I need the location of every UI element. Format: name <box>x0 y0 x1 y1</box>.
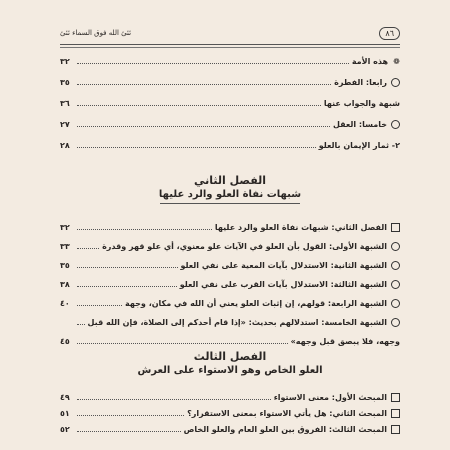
toc-leader-dots <box>77 248 99 249</box>
square-icon <box>391 409 400 418</box>
toc-leader-dots <box>77 147 316 148</box>
toc-page-number: ٢٨ <box>60 140 70 150</box>
toc-entry[interactable] <box>60 390 400 404</box>
square-icon <box>391 393 400 402</box>
toc-leader-dots <box>77 431 181 432</box>
toc-leader-dots <box>77 343 288 344</box>
toc-entry-title: المبحث الأول: معنى الاستواء <box>273 392 387 402</box>
page-header <box>60 24 400 42</box>
square-icon <box>391 223 400 232</box>
toc-entry[interactable] <box>60 220 400 234</box>
toc-page-number: ٣٦ <box>60 98 70 108</box>
toc-entry[interactable] <box>60 296 400 310</box>
toc-entry-title: خامسا: العقل <box>332 119 387 129</box>
toc-leader-dots <box>77 286 177 287</box>
running-title: ئئئ الله فوق السماء ئئئ <box>60 29 132 37</box>
toc-page <box>60 24 400 434</box>
toc-page-number: ٣٥ <box>60 260 70 270</box>
toc-entry[interactable] <box>60 138 400 152</box>
toc-entry-title: الشبهة الرابعة: قولهم، إن إثبات العلو يعني أن الله في مكان، وجهة <box>125 298 387 308</box>
bullet-circle-icon <box>391 318 400 327</box>
header-rule <box>60 44 400 45</box>
toc-page-number: ٣٨ <box>60 279 70 289</box>
toc-entry-title: الشبهة الثانية: الاستدلال بآيات المعية على نفي العلو <box>180 260 387 270</box>
toc-entry[interactable] <box>60 117 400 131</box>
toc-page-number: ٣٢ <box>60 222 70 232</box>
chapter-title: العلو الخاص وهو الاستواء على العرش <box>137 365 323 376</box>
chapter-label: الفصل الثالث <box>193 350 267 363</box>
toc-leader-dots <box>77 84 331 85</box>
toc-leader-dots <box>77 63 349 64</box>
bullet-circle-icon <box>391 120 400 129</box>
toc-entry-title: الفصل الثاني: شبهات نفاة العلو والرد عليها <box>214 222 387 232</box>
toc-leader-dots <box>77 229 212 230</box>
toc-entry[interactable] <box>60 422 400 436</box>
toc-leader-dots <box>77 324 85 325</box>
toc-leader-dots <box>77 267 178 268</box>
page-number: ٨٦ <box>379 27 400 40</box>
chapter-underline <box>160 203 300 204</box>
toc-entry-title: المبحث الثالث: الفروق بين العلو العام والعلو الخاص <box>183 424 387 434</box>
toc-entry[interactable] <box>60 334 400 348</box>
toc-leader-dots <box>77 126 330 127</box>
chapter-label: الفصل الثاني <box>193 174 267 187</box>
star-icon: ❁ <box>393 56 400 66</box>
bullet-circle-icon <box>391 78 400 87</box>
toc-entry[interactable] <box>60 315 400 329</box>
toc-leader-dots <box>77 399 271 400</box>
toc-leader-dots <box>77 305 122 306</box>
toc-page-number: ٥١ <box>60 408 70 418</box>
toc-page-number: ٥٢ <box>60 424 70 434</box>
toc-page-number: ٣٢ <box>60 56 70 66</box>
toc-entry[interactable] <box>60 258 400 272</box>
toc-leader-dots <box>77 415 184 416</box>
toc-page-number: ٤٩ <box>60 392 70 402</box>
toc-entry-title: وجهه، فلا يبصق قبل وجهه» <box>290 336 400 346</box>
toc-entry-title: الشبهة الأولى: القول بأن العلو في الآيات علو معنوي، أي علو قهر وقدرة <box>102 241 387 251</box>
toc-entry[interactable] <box>60 54 400 68</box>
chapter-heading <box>60 350 400 376</box>
toc-entry-title: ٢- ثمار الإيمان بالعلو <box>318 140 400 150</box>
toc-page-number: ٢٧ <box>60 119 70 129</box>
toc-leader-dots <box>77 105 321 106</box>
toc-entry-title: الشبهة الثالثة: الاستدلال بآيات القرب على نفي العلو <box>179 279 387 289</box>
chapter-title: شبهات نفاة العلو والرد عليها <box>158 189 302 200</box>
toc-entry-title: المبحث الثاني: هل يأتي الاستواء بمعنى الاستقرار؟ <box>187 408 387 418</box>
bullet-circle-icon <box>391 261 400 270</box>
toc-entry[interactable] <box>60 406 400 420</box>
toc-page-number: ٣٥ <box>60 77 70 87</box>
bullet-circle-icon <box>391 242 400 251</box>
toc-entry-title: الشبهة الخامسة: استدلالهم بحديث: «إذا قام أحدكم إلى الصلاة، فإن الله قبل <box>87 317 387 327</box>
toc-entry[interactable] <box>60 75 400 89</box>
toc-entry-title: رابعا: الفطرة <box>334 77 387 87</box>
toc-entry[interactable] <box>60 239 400 253</box>
toc-entry-title: هذه الأمة <box>351 56 388 66</box>
bullet-circle-icon <box>391 280 400 289</box>
toc-page-number: ٤٥ <box>60 336 70 346</box>
toc-page-number: ٤٠ <box>60 298 70 308</box>
toc-page-number: ٣٣ <box>60 241 70 251</box>
chapter-heading <box>60 174 400 204</box>
toc-entry[interactable] <box>60 277 400 291</box>
toc-entry-title: شبهة والجواب عنها <box>323 98 400 108</box>
bullet-circle-icon <box>391 299 400 308</box>
toc-entry[interactable] <box>60 96 400 110</box>
square-icon <box>391 425 400 434</box>
